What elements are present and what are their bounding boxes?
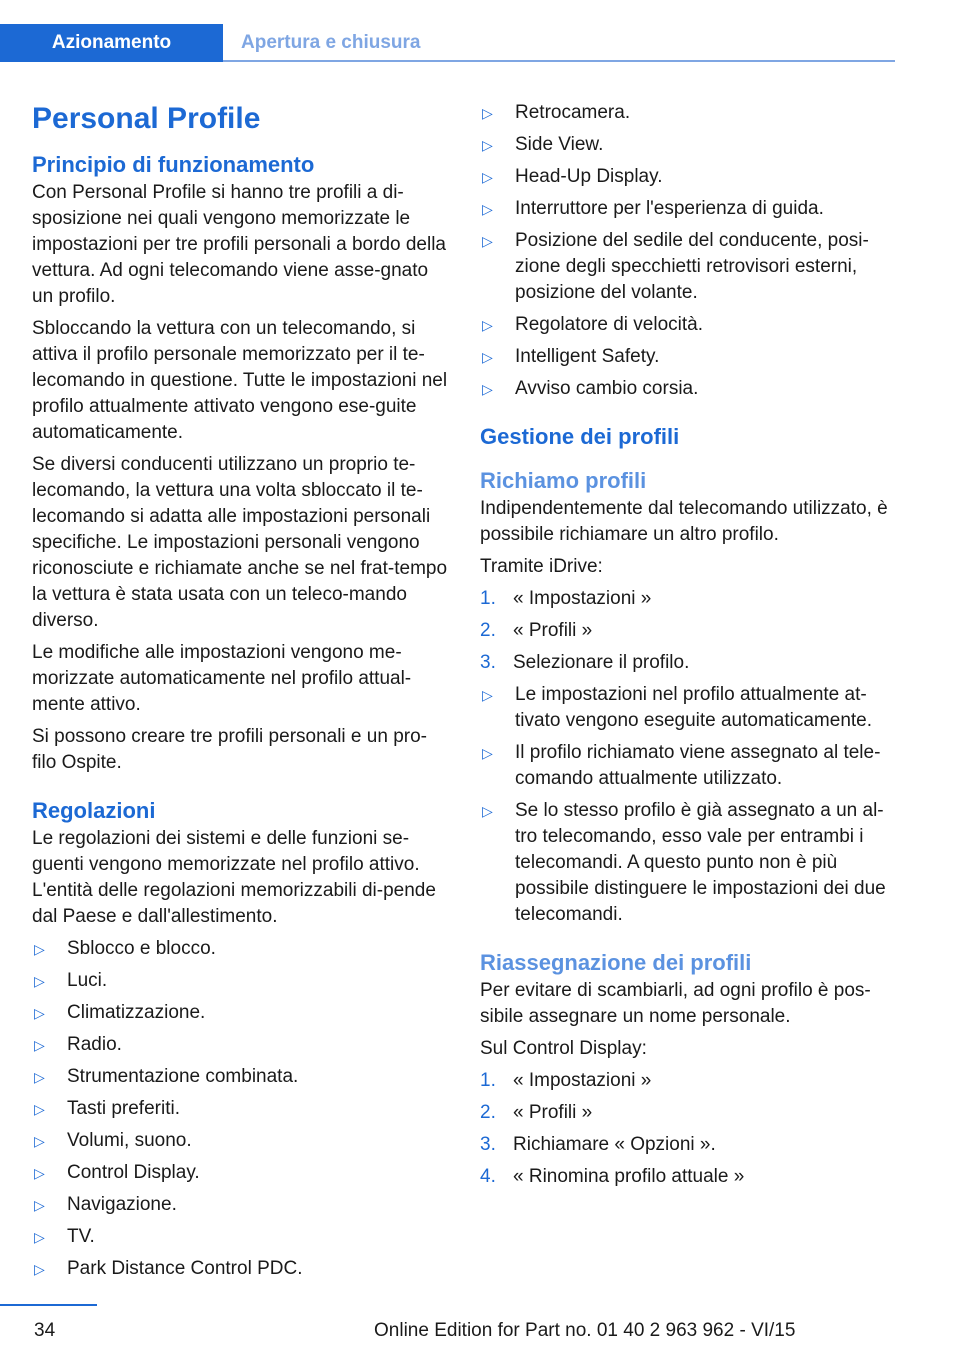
triangle-bullet-icon: ▷ [482,687,493,703]
section-tab-inactive[interactable]: Apertura e chiusura [241,32,421,53]
step-item [480,1132,898,1158]
list-item [32,1160,450,1186]
step-text: « Impostazioni » [513,1070,652,1091]
list-item-text: Side View. [515,134,604,155]
list-item [32,968,450,994]
list-item-text: Control Display. [67,1162,200,1183]
list-item [32,1224,450,1250]
triangle-bullet-icon: ▷ [482,105,493,121]
steps-list [480,1068,898,1190]
subheading-richiamo: Richiamo profili [480,468,647,493]
list-item-text: Park Distance Control PDC. [67,1258,303,1279]
list-item [32,1064,450,1090]
triangle-bullet-icon: ▷ [482,233,493,249]
section-heading-regolazioni: Regolazioni [32,798,156,823]
list-item-text: Radio. [67,1034,122,1055]
page-number: 34 [34,1320,56,1341]
list-item-text: Interruttore per l'esperienza di guida. [515,198,824,219]
footer-divider [0,1304,97,1306]
paragraph: Tramite iDrive: [480,556,603,577]
settings-list [32,936,450,1282]
header-divider [223,60,895,62]
list-item-text: Navigazione. [67,1194,177,1215]
step-number: 3. [480,1134,496,1155]
left-column [32,100,450,1288]
list-item-text: Se lo stesso profilo è già assegnato a un al-tro telecomando, esso vale per entrambi i telecomandi. A questo punto non è più possibile distinguere le impostazioni dei due telecomandi. [515,800,886,925]
step-text: « Profili » [513,620,593,641]
list-item-text: Head-Up Display. [515,166,663,187]
list-item-text: Luci. [67,970,108,991]
list-item [32,1000,450,1026]
triangle-bullet-icon: ▷ [34,1005,45,1021]
list-item [480,228,898,306]
step-number: 2. [480,620,496,641]
list-item-text: Strumentazione combinata. [67,1066,299,1087]
list-item-text: Intelligent Safety. [515,346,660,367]
list-item-text: Il profilo richiamato viene assegnato al tele-comando attualmente utilizzato. [515,742,881,789]
notes-list [480,682,898,928]
step-number: 1. [480,588,496,609]
step-number: 2. [480,1102,496,1123]
list-item [32,1096,450,1122]
section-heading-gestione: Gestione dei profili [480,424,680,449]
step-text: Richiamare « Opzioni ». [513,1134,716,1155]
triangle-bullet-icon: ▷ [482,201,493,217]
page-title: Personal Profile [32,102,261,135]
list-item-text: TV. [67,1226,95,1247]
list-item [480,798,898,928]
step-text: Selezionare il profilo. [513,652,690,673]
section-tab-active[interactable]: Azionamento [0,24,223,62]
list-item-text: Regolatore di velocità. [515,314,703,335]
list-item [32,1192,450,1218]
list-item [480,344,898,370]
step-number: 4. [480,1166,496,1187]
settings-list-continued [480,100,898,402]
triangle-bullet-icon: ▷ [34,1197,45,1213]
step-item [480,1164,898,1190]
edition-note: Online Edition for Part no. 01 40 2 963 962 - VI/15 [374,1320,796,1341]
triangle-bullet-icon: ▷ [34,1101,45,1117]
triangle-bullet-icon: ▷ [34,1229,45,1245]
list-item [32,1032,450,1058]
step-text: « Rinomina profilo attuale » [513,1166,745,1187]
list-item [480,740,898,792]
triangle-bullet-icon: ▷ [482,137,493,153]
triangle-bullet-icon: ▷ [34,1165,45,1181]
list-item-text: Avviso cambio corsia. [515,378,699,399]
step-item [480,650,898,676]
list-item-text: Retrocamera. [515,102,631,123]
list-item [32,936,450,962]
triangle-bullet-icon: ▷ [34,973,45,989]
step-text: « Impostazioni » [513,588,652,609]
paragraph: Per evitare di scambiarli, ad ogni profilo è pos-sibile assegnare un nome personale. [480,980,871,1027]
paragraph: Indipendentemente dal telecomando utilizzato, è possibile richiamare un altro profilo. [480,498,888,545]
triangle-bullet-icon: ▷ [482,169,493,185]
list-item [32,1128,450,1154]
step-item [480,1100,898,1126]
step-item [480,586,898,612]
list-item [32,1256,450,1282]
paragraph: Sbloccando la vettura con un telecomando, si attiva il profilo personale memorizzato per il te-lecomando in questione. Tutte le impostazioni nel profilo attualmente attivato vengono ese-guite automaticamente. [32,318,448,443]
right-column [480,100,898,1196]
list-item-text: Volumi, suono. [67,1130,192,1151]
list-item-text: Tasti preferiti. [67,1098,180,1119]
subheading-riassegnazione: Riassegnazione dei profili [480,950,752,975]
list-item [480,682,898,734]
paragraph: Le modifiche alle impostazioni vengono me-morizzate automaticamente nel profilo attual-mente attivo. [32,642,412,715]
triangle-bullet-icon: ▷ [34,1261,45,1277]
triangle-bullet-icon: ▷ [34,1133,45,1149]
paragraph: Se diversi conducenti utilizzano un proprio te-lecomando, la vettura una volta sbloccato il te-lecomando si adatta alle impostazioni personali specifiche. Le impostazioni personali vengono riconosciute e richiamate anche se nel frat-tempo la vettura è stata usata con un teleco-mando diverso. [32,454,448,631]
triangle-bullet-icon: ▷ [34,1037,45,1053]
step-item [480,1068,898,1094]
list-item [480,164,898,190]
steps-list [480,586,898,676]
triangle-bullet-icon: ▷ [482,317,493,333]
triangle-bullet-icon: ▷ [34,941,45,957]
triangle-bullet-icon: ▷ [482,381,493,397]
list-item [480,376,898,402]
step-text: « Profili » [513,1102,593,1123]
list-item [480,100,898,126]
list-item [480,132,898,158]
paragraph: Le regolazioni dei sistemi e delle funzioni se-guenti vengono memorizzate nel profilo attivo. L'entità delle regolazioni memorizzabili di-pende dal Paese e dall'allestimento. [32,828,436,927]
paragraph: Si possono creare tre profili personali e un pro-filo Ospite. [32,726,427,773]
step-item [480,618,898,644]
list-item-text: Le impostazioni nel profilo attualmente at-tivato vengono eseguite automaticamente. [515,684,873,731]
step-number: 1. [480,1070,496,1091]
triangle-bullet-icon: ▷ [34,1069,45,1085]
triangle-bullet-icon: ▷ [482,745,493,761]
page-header [0,24,895,62]
paragraph: Con Personal Profile si hanno tre profili a di-sposizione nei quali vengono memorizzate le impostazioni per tre profili personali a bordo della vettura. Ad ogni telecomando viene asse-gnato un profilo. [32,182,447,307]
paragraph: Sul Control Display: [480,1038,647,1059]
section-heading-principio: Principio di funzionamento [32,152,315,177]
triangle-bullet-icon: ▷ [482,803,493,819]
list-item [480,196,898,222]
step-number: 3. [480,652,496,673]
list-item [480,312,898,338]
triangle-bullet-icon: ▷ [482,349,493,365]
list-item-text: Sblocco e blocco. [67,938,216,959]
list-item-text: Climatizzazione. [67,1002,206,1023]
list-item-text: Posizione del sedile del conducente, posi-zione degli specchietti retrovisori esterni, posizione del volante. [515,230,869,303]
